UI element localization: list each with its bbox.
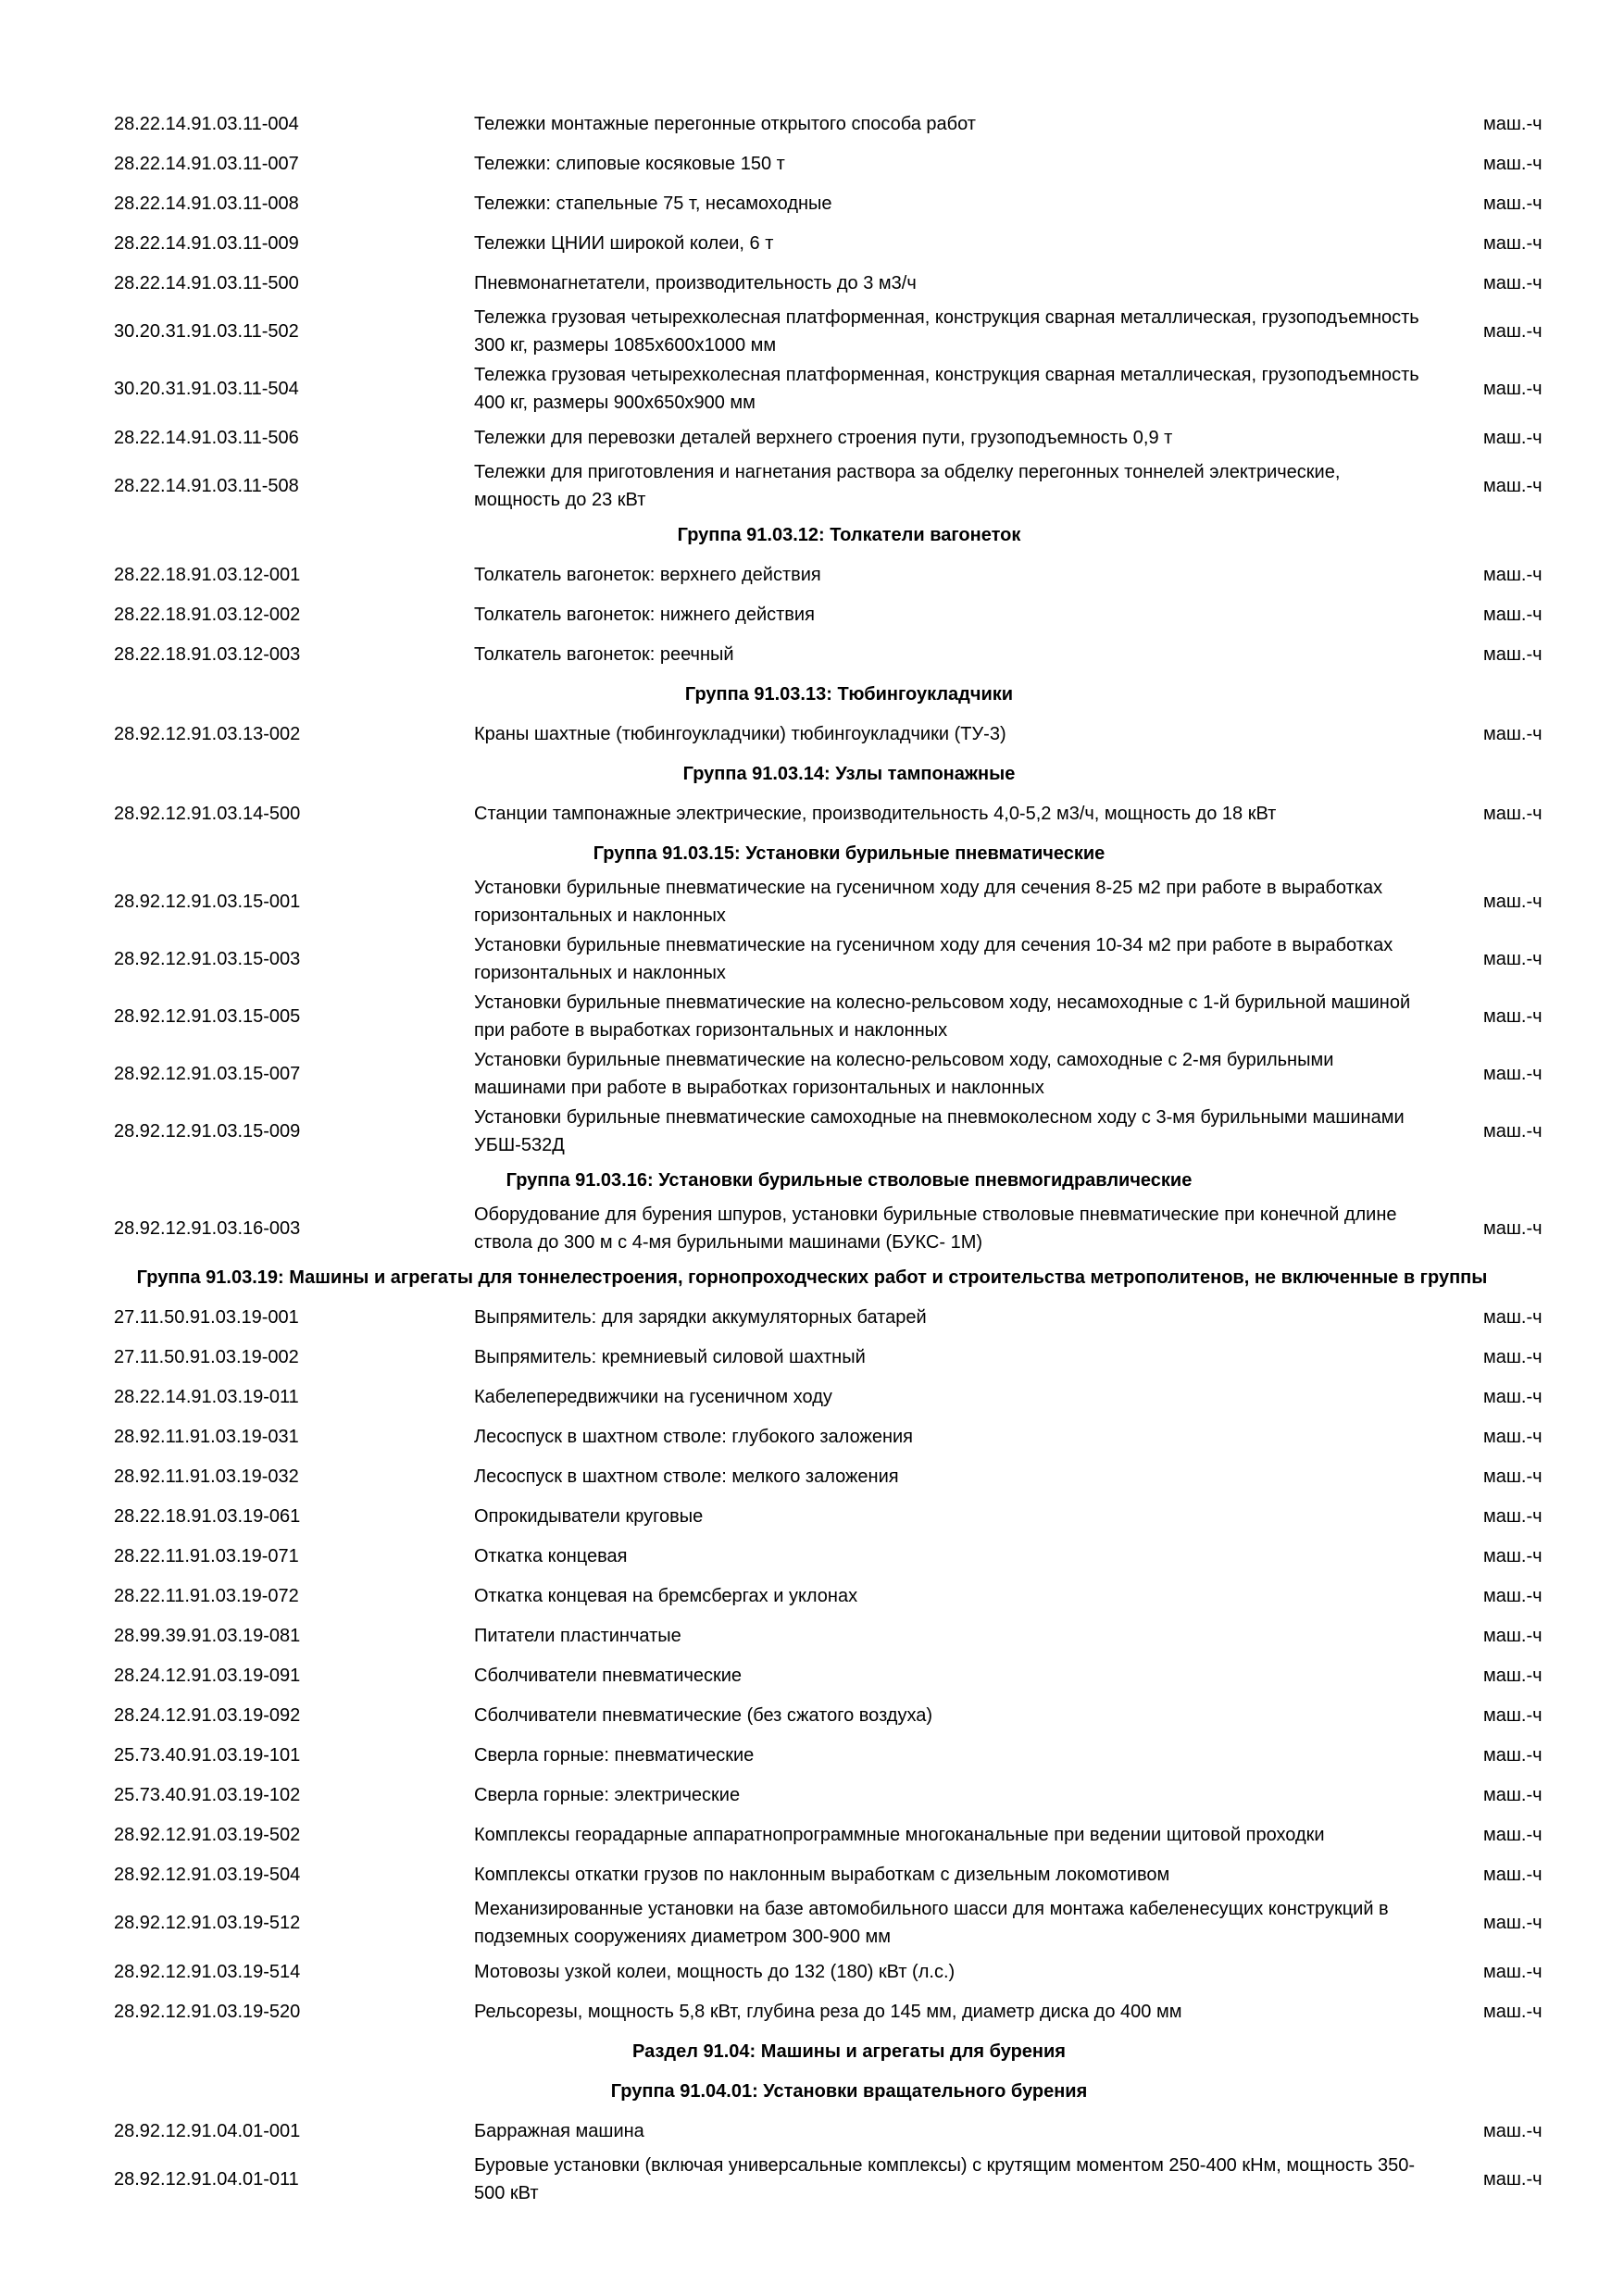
table-row — [0, 360, 1624, 418]
resource-name: Сболчиватели пневматические (без сжатого воздуха) — [474, 1704, 933, 1726]
unit-of-measure: маш.-ч — [1483, 564, 1543, 585]
group-heading — [0, 674, 1624, 714]
table-row — [0, 714, 1624, 754]
resource-code: 28.92.12.91.03.15-005 — [114, 1006, 301, 1027]
group-title: Группа 91.03.15: Установки бурильные пневматические — [593, 842, 1106, 864]
group-heading — [0, 515, 1624, 555]
unit-of-measure: маш.-ч — [1483, 1585, 1543, 1606]
resource-name: Толкатель вагонеток: реечный — [474, 643, 734, 665]
group-title: Группа 91.03.19: Машины и агрегаты для тоннелестроения, горнопроходческих работ и строительства метрополитенов, не включенные в группы — [136, 1267, 1488, 1288]
group-title: Группа 91.03.14: Узлы тампонажные — [682, 763, 1016, 784]
resource-code: 27.11.50.91.03.19-001 — [114, 1306, 299, 1328]
table-row — [0, 457, 1624, 515]
resource-code: 25.73.40.91.03.19-102 — [114, 1784, 301, 1805]
unit-of-measure: маш.-ч — [1483, 379, 1543, 399]
resource-name: Краны шахтные (тюбингоукладчики) тюбингоукладчики (ТУ-3) — [474, 723, 1006, 744]
unit-of-measure: маш.-ч — [1483, 643, 1543, 665]
resource-code: 28.92.12.91.03.19-520 — [114, 2001, 301, 2022]
table-row — [0, 104, 1624, 144]
table-row — [0, 1894, 1624, 1952]
resource-name: Сверла горные: пневматические — [474, 1744, 755, 1766]
table-row — [0, 1695, 1624, 1735]
unit-of-measure: маш.-ч — [1483, 1545, 1543, 1566]
unit-of-measure: маш.-ч — [1483, 604, 1543, 625]
unit-of-measure: маш.-ч — [1483, 1306, 1543, 1328]
resource-code: 28.22.18.91.03.12-001 — [114, 564, 301, 585]
resource-code: 28.92.12.91.03.15-001 — [114, 892, 301, 912]
resource-name: Выпрямитель: кремниевый силовой шахтный — [474, 1346, 866, 1367]
table-row — [0, 144, 1624, 183]
table-row — [0, 1496, 1624, 1536]
table-row — [0, 1416, 1624, 1456]
resource-code: 25.73.40.91.03.19-101 — [114, 1744, 301, 1766]
unit-of-measure: маш.-ч — [1483, 1824, 1543, 1845]
resource-name: Тележка грузовая четырехколесная платформенная, конструкция сварная металлическая, грузоподъемность 400 кг, размеры 900х650х900 мм — [474, 365, 1419, 413]
resource-name: Тележки ЦНИИ широкой колеи, 6 т — [474, 232, 774, 254]
resource-name: Станции тампонажные электрические, производительность 4,0-5,2 м3/ч, мощность до 18 кВт — [474, 803, 1277, 824]
table-row — [0, 873, 1624, 930]
resource-name: Установки бурильные пневматические на гусеничном ходу для сечения 10-34 м2 при работе в выработках горизонтальных и наклонных — [474, 935, 1393, 983]
table-row — [0, 303, 1624, 360]
resource-name: Тележки: слиповые косяковые 150 т — [474, 153, 785, 174]
table-row — [0, 793, 1624, 833]
table-row — [0, 1616, 1624, 1655]
resource-name: Выпрямитель: для зарядки аккумуляторных батарей — [474, 1306, 927, 1328]
group-heading — [0, 2071, 1624, 2111]
group-title: Раздел 91.04: Машины и агрегаты для бурения — [632, 2040, 1066, 2062]
table-row — [0, 2111, 1624, 2151]
unit-of-measure: маш.-ч — [1483, 1864, 1543, 1885]
resource-code: 28.22.14.91.03.19-011 — [114, 1386, 299, 1407]
table-row — [0, 1200, 1624, 1257]
resource-name: Кабелепередвижчики на гусеничном ходу — [474, 1386, 832, 1407]
resource-name: Установки бурильные пневматические на гусеничном ходу для сечения 8-25 м2 при работе в выработках горизонтальных и наклонных — [474, 878, 1383, 926]
resource-code: 28.92.12.91.03.19-504 — [114, 1864, 301, 1885]
resource-code: 28.92.12.91.03.15-009 — [114, 1121, 301, 1142]
table-row — [0, 1576, 1624, 1616]
unit-of-measure: маш.-ч — [1483, 1704, 1543, 1726]
table-row — [0, 1103, 1624, 1160]
unit-of-measure: маш.-ч — [1483, 803, 1543, 824]
resource-code: 28.22.11.91.03.19-071 — [114, 1545, 299, 1566]
table-row — [0, 263, 1624, 303]
group-title: Группа 91.03.12: Толкатели вагонеток — [677, 524, 1021, 545]
unit-of-measure: маш.-ч — [1483, 892, 1543, 912]
unit-of-measure: маш.-ч — [1483, 1961, 1543, 1982]
resource-name: Рельсорезы, мощность 5,8 кВт, глубина реза до 145 мм, диаметр диска до 400 мм — [474, 2001, 1182, 2022]
table-row — [0, 1655, 1624, 1695]
resource-name: Толкатель вагонеток: нижнего действия — [474, 604, 815, 625]
unit-of-measure: маш.-ч — [1483, 2169, 1543, 2190]
resource-name: Лесоспуск в шахтном стволе: глубокого заложения — [474, 1426, 914, 1447]
unit-of-measure: маш.-ч — [1483, 321, 1543, 342]
table-row — [0, 1775, 1624, 1815]
resource-code: 28.92.12.91.03.19-512 — [114, 1913, 301, 1933]
unit-of-measure: маш.-ч — [1483, 476, 1543, 496]
table-row — [0, 1377, 1624, 1416]
unit-of-measure: маш.-ч — [1483, 1386, 1543, 1407]
resource-code: 28.92.12.91.03.14-500 — [114, 803, 301, 824]
resource-code: 28.92.11.91.03.19-031 — [114, 1426, 299, 1447]
unit-of-measure: маш.-ч — [1483, 1784, 1543, 1805]
resource-name: Тележки монтажные перегонные открытого способа работ — [474, 113, 976, 134]
unit-of-measure: маш.-ч — [1483, 1121, 1543, 1142]
group-heading — [0, 833, 1624, 873]
table-row — [0, 1045, 1624, 1103]
resource-code: 28.92.12.91.04.01-011 — [114, 2169, 299, 2190]
group-heading — [0, 754, 1624, 793]
resource-name: Толкатель вагонеток: верхнего действия — [474, 564, 821, 585]
group-heading — [0, 1257, 1624, 1297]
resource-code: 28.92.12.91.03.19-514 — [114, 1961, 301, 1982]
resource-code: 28.22.14.91.03.11-009 — [114, 232, 299, 254]
table-row — [0, 1735, 1624, 1775]
resource-code: 28.99.39.91.03.19-081 — [114, 1625, 301, 1646]
resource-name: Барражная машина — [474, 2120, 644, 2141]
table-row — [0, 1815, 1624, 1854]
resource-name: Механизированные установки на базе автомобильного шасси для монтажа кабеленесущих конструкций в подземных сооружениях диаметром 300-900 мм — [474, 1899, 1389, 1947]
unit-of-measure: маш.-ч — [1483, 1665, 1543, 1686]
unit-of-measure: маш.-ч — [1483, 2001, 1543, 2022]
resource-code: 28.22.14.91.03.11-500 — [114, 272, 299, 293]
resource-name: Тележки для приготовления и нагнетания раствора за обделку перегонных тоннелей электрические, мощность до 23 кВт — [474, 462, 1341, 510]
table-row — [0, 1854, 1624, 1894]
resource-code: 28.22.14.91.03.11-008 — [114, 193, 299, 214]
group-heading — [0, 2031, 1624, 2071]
resource-name: Откатка концевая на бремсбергах и уклонах — [474, 1585, 858, 1606]
resource-name: Сверла горные: электрические — [474, 1784, 741, 1805]
resource-code: 30.20.31.91.03.11-502 — [114, 321, 299, 342]
resource-code: 28.22.18.91.03.12-002 — [114, 604, 301, 625]
unit-of-measure: маш.-ч — [1483, 232, 1543, 254]
table-row — [0, 594, 1624, 634]
resource-code: 30.20.31.91.03.11-504 — [114, 379, 299, 399]
resource-name: Пневмонагнетатели, производительность до 3 м3/ч — [474, 272, 917, 293]
resource-name: Тележки: стапельные 75 т, несамоходные — [474, 193, 832, 214]
resource-code: 28.22.11.91.03.19-072 — [114, 1585, 299, 1606]
resource-code: 28.92.11.91.03.19-032 — [114, 1466, 299, 1487]
resource-code: 28.22.14.91.03.11-004 — [114, 113, 299, 134]
resource-code: 28.92.12.91.03.13-002 — [114, 723, 301, 744]
resource-name: Тележки для перевозки деталей верхнего строения пути, грузоподъемность 0,9 т — [474, 427, 1173, 448]
resource-code: 28.92.12.91.03.19-502 — [114, 1824, 301, 1845]
table-row — [0, 183, 1624, 223]
group-heading — [0, 1160, 1624, 1200]
unit-of-measure: маш.-ч — [1483, 1744, 1543, 1766]
resource-name: Сболчиватели пневматические — [474, 1665, 743, 1686]
unit-of-measure: маш.-ч — [1483, 723, 1543, 744]
resource-name: Комплексы георадарные аппаратнопрограммные многоканальные при ведении щитовой проходки — [474, 1824, 1325, 1845]
resource-code: 27.11.50.91.03.19-002 — [114, 1346, 299, 1367]
unit-of-measure: маш.-ч — [1483, 193, 1543, 214]
resource-name: Комплексы откатки грузов по наклонным выработкам с дизельным локомотивом — [474, 1864, 1170, 1885]
table-row — [0, 418, 1624, 457]
resource-name: Питатели пластинчатые — [474, 1625, 681, 1646]
table-row — [0, 930, 1624, 988]
unit-of-measure: маш.-ч — [1483, 1346, 1543, 1367]
table-row — [0, 1991, 1624, 2031]
resource-code: 28.22.14.91.03.11-508 — [114, 476, 299, 496]
table-row — [0, 1297, 1624, 1337]
unit-of-measure: маш.-ч — [1483, 113, 1543, 134]
resource-name: Буровые установки (включая универсальные комплексы) с крутящим моментом 250-400 кНм, мощность 350-500 кВт — [474, 2155, 1416, 2203]
resource-name: Мотовозы узкой колеи, мощность до 132 (180) кВт (л.с.) — [474, 1961, 956, 1982]
table-row — [0, 555, 1624, 594]
table-row — [0, 634, 1624, 674]
table-row — [0, 2151, 1624, 2208]
unit-of-measure: маш.-ч — [1483, 153, 1543, 174]
unit-of-measure: маш.-ч — [1483, 1466, 1543, 1487]
resource-name: Опрокидыватели круговые — [474, 1505, 704, 1527]
unit-of-measure: маш.-ч — [1483, 1913, 1543, 1933]
resource-code: 28.22.14.91.03.11-506 — [114, 427, 299, 448]
resource-code: 28.92.12.91.03.16-003 — [114, 1218, 301, 1239]
resource-name: Откатка концевая — [474, 1545, 628, 1566]
unit-of-measure: маш.-ч — [1483, 1426, 1543, 1447]
unit-of-measure: маш.-ч — [1483, 949, 1543, 969]
unit-of-measure: маш.-ч — [1483, 1505, 1543, 1527]
resource-name: Установки бурильные пневматические на колесно-рельсовом ходу, самоходные с 2-мя бурильными машинами при работе в выработках горизонтальных и наклонных — [474, 1050, 1334, 1098]
unit-of-measure: маш.-ч — [1483, 272, 1543, 293]
unit-of-measure: маш.-ч — [1483, 1218, 1543, 1239]
unit-of-measure: маш.-ч — [1483, 1006, 1543, 1027]
group-title: Группа 91.03.13: Тюбингоукладчики — [684, 683, 1014, 705]
resource-code: 28.24.12.91.03.19-091 — [114, 1665, 301, 1686]
unit-of-measure: маш.-ч — [1483, 1625, 1543, 1646]
unit-of-measure: маш.-ч — [1483, 1064, 1543, 1084]
resource-code: 28.92.12.91.04.01-001 — [114, 2120, 301, 2141]
resource-name: Установки бурильные пневматические самоходные на пневмоколесном ходу с 3-мя бурильными машинами УБШ-532Д — [474, 1107, 1405, 1155]
table-row — [0, 223, 1624, 263]
resource-code: 28.92.12.91.03.15-003 — [114, 949, 301, 969]
unit-of-measure: маш.-ч — [1483, 2120, 1543, 2141]
group-title: Группа 91.04.01: Установки вращательного бурения — [610, 2080, 1088, 2102]
group-title: Группа 91.03.16: Установки бурильные стволовые пневмогидравлические — [506, 1169, 1193, 1191]
table-row — [0, 988, 1624, 1045]
resource-code: 28.22.18.91.03.19-061 — [114, 1505, 301, 1527]
resource-code: 28.24.12.91.03.19-092 — [114, 1704, 301, 1726]
table-row — [0, 1952, 1624, 1991]
resource-code: 28.22.18.91.03.12-003 — [114, 643, 301, 665]
table-row — [0, 1536, 1624, 1576]
resource-name: Оборудование для бурения шпуров, установки бурильные стволовые пневматические при конечной длине ствола до 300 м с 4-мя бурильными машинами (БУКС- 1М) — [474, 1204, 1397, 1253]
table-row — [0, 1456, 1624, 1496]
table-row — [0, 1337, 1624, 1377]
resource-code: 28.92.12.91.03.15-007 — [114, 1064, 301, 1084]
resource-code: 28.22.14.91.03.11-007 — [114, 153, 299, 174]
unit-of-measure: маш.-ч — [1483, 427, 1543, 448]
resource-name: Лесоспуск в шахтном стволе: мелкого заложения — [474, 1466, 899, 1487]
resource-name: Установки бурильные пневматические на колесно-рельсовом ходу, несамоходные с 1-й бурильной машиной при работе в выработках горизонтальных и наклонных — [474, 992, 1411, 1041]
resource-name: Тележка грузовая четырехколесная платформенная, конструкция сварная металлическая, грузоподъемность 300 кг, размеры 1085х600х1000 мм — [474, 307, 1419, 356]
